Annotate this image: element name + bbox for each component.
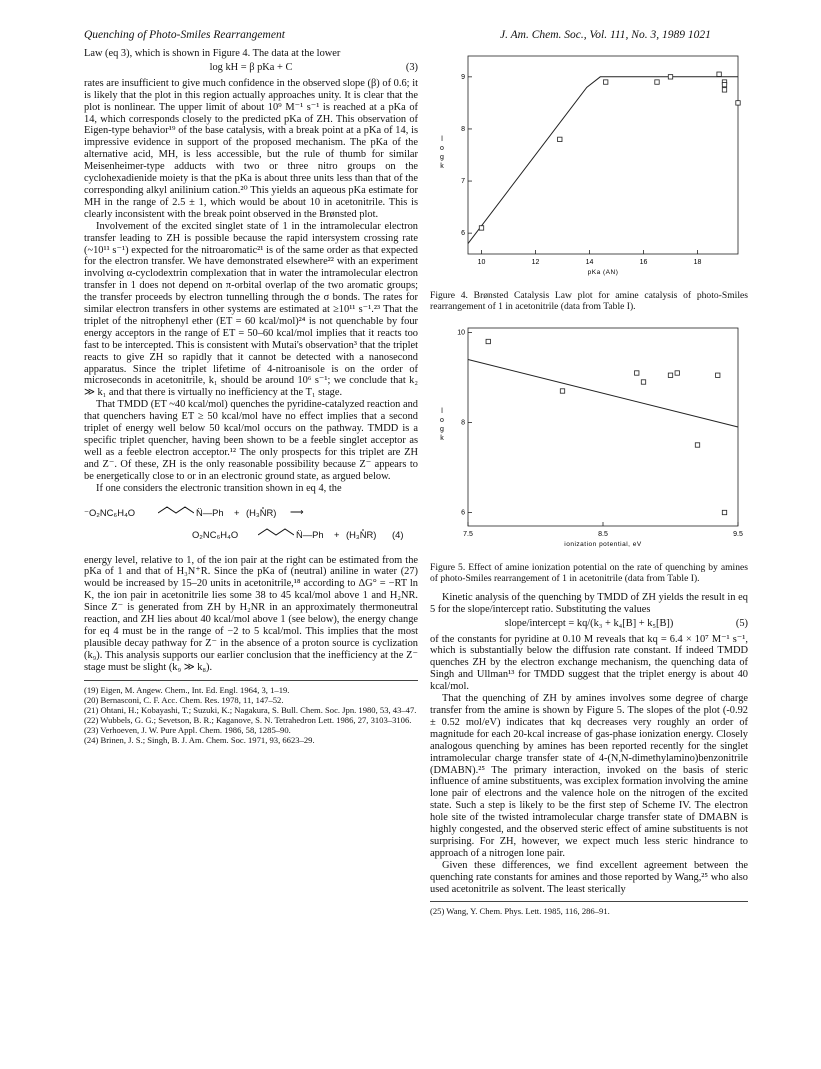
references-left xyxy=(84,680,418,745)
y-axis-label-char: o xyxy=(440,416,444,424)
equation-5 xyxy=(430,618,748,630)
data-point xyxy=(560,389,564,393)
y-tick-label: 6 xyxy=(461,509,465,517)
equation-5-body: slope/intercept = kq/(k₃ + k₄[B] + k₅[B]) xyxy=(504,617,674,629)
x-axis-label: ionization potential, eV xyxy=(564,540,642,548)
scheme-plus-2: + xyxy=(334,528,340,540)
paragraph-constants: of the constants for pyridine at 0.10 M reveals that kq = 6.4 × 10⁷ M⁻¹ s⁻¹, which is substantially below the diffusion rate constant. If indeed TMDD quenches ZH by the electron exchange mechanism, the quenching data of Singh and Ullman¹³ for TMDD suggest that the triplet energy is about 40 kcal/mol. xyxy=(430,633,748,693)
equation-3 xyxy=(84,62,418,74)
y-axis-label-char: l xyxy=(441,407,443,415)
scheme-ion-2: (H₃N̊R) xyxy=(346,528,377,540)
data-point xyxy=(675,371,679,375)
reference-20: (20) Bernasconi, C. F. Acc. Chem. Res. 1978, 11, 147–52. xyxy=(84,694,284,705)
figure-5-caption: Figure 5. Effect of amine ionization potential on the rate of quenching by amines of photo-Smiles rearrangement of 1 in acetonitrile (data from Table I). xyxy=(430,561,748,584)
equation-3-body: log kH = β pKa + C xyxy=(209,61,293,73)
y-axis-label-char: l xyxy=(441,136,443,143)
figure-4-caption: Figure 4. Brønsted Catalysis Law plot for amine catalysis of photo-Smiles rearrangement of 1 in acetonitrile (data from Table I). xyxy=(430,289,748,312)
y-axis-label-char: g xyxy=(440,154,444,161)
y-axis-label-char: o xyxy=(440,145,444,152)
equation-5-number: (5) xyxy=(735,617,748,629)
x-axis-label: pKa (AN) xyxy=(587,269,619,276)
data-point xyxy=(668,75,672,79)
data-point xyxy=(641,380,645,384)
figure-5-chart xyxy=(430,320,748,556)
reference-23: (23) Verhoeven, J. W. Pure Appl. Chem. 1986, 58, 1285–90. xyxy=(84,724,291,735)
data-point xyxy=(722,82,726,86)
reference-25: (25) Wang, Y. Chem. Phys. Lett. 1985, 116, 286–91. xyxy=(430,906,610,917)
figure-4-chart xyxy=(430,48,748,284)
x-tick-label: 8.5 xyxy=(598,530,608,538)
plot-frame xyxy=(468,328,738,526)
paragraph-kinetic: Kinetic analysis of the quenching by TMDD of ZH yields the result in eq 5 for the slope/intercept ratio. Substituting the values xyxy=(430,591,748,615)
x-tick-label: 7.5 xyxy=(463,530,473,538)
y-tick-label: 9 xyxy=(461,73,465,81)
data-point xyxy=(479,226,483,230)
scheme-product: O₂NC₆H₄O xyxy=(192,528,239,540)
journal-citation: J. Am. Chem. Soc., Vol. 111, No. 3, 1989 1021 xyxy=(500,29,711,41)
y-tick-label: 6 xyxy=(461,230,465,238)
data-point xyxy=(558,137,562,141)
plot-frame xyxy=(468,56,738,254)
alkyl-chain-left xyxy=(158,503,194,517)
paragraph-lead: Law (eq 3), which is shown in Figure 4. The data at the lower xyxy=(84,48,341,59)
data-point xyxy=(717,72,721,76)
paragraph-bronsted: rates are insufficient to give much confidence in the observed slope (β) of 0.6; it is likely that the plot in this region actually approaches unity. It is clear that the plot is nonlinear. The upper limit of about 10⁹ M⁻¹ s⁻¹ is reached at a pKa of 14, which corresponds closely to the predicted pKa of ZH. This observation of Eigen-type behavior¹⁹ of the base catalysis, with a break point at a pKa of 14, is impressive evidence in support of the proposed mechanism. The pKa of the alternative acid, MH, is less accessible, but the rule of thumb for similar Meisenheimer-type adducts with two or three nitro groups on the cyclohexadienide moiety is that the pKa is about three units less than that of the corresponding alkyl anilinium cation.²⁰ This yields an aqueous pKa estimate for MH in the range of 2.5 ± 1, which would be about 10 in acetonitrile. This is clearly inconsistent with the break point observed in the Brønsted plot. xyxy=(84,77,418,220)
running-title: Quenching of Photo-Smiles Rearrangement xyxy=(84,29,285,41)
x-tick-label: 16 xyxy=(639,259,648,266)
y-tick-label: 8 xyxy=(461,125,465,133)
left-column xyxy=(84,48,418,745)
reference-22: (22) Wubbels, G. G.; Sevetson, B. R.; Kaganove, S. N. Tetrahedron Lett. 1986, 27, 3103–3106. xyxy=(84,714,412,725)
fit-line xyxy=(468,359,738,427)
y-tick-label: 7 xyxy=(461,178,465,186)
scheme-amine-reactant: N̈—Ph xyxy=(196,506,224,518)
reference-24: (24) Brinen, J. S.; Singh, B. J. Am. Chem. Soc. 1971, 93, 6623–29. xyxy=(84,734,315,745)
paragraph-tmdd: That TMDD (ET ~40 kcal/mol) quenches the pyridine-catalyzed reaction and that quenchers having ET ≥ 50 kcal/mol have no effect implies that a second triplet of energy well below 50 kcal/mol occurs on the pathway. TMDD is a specific triplet quencher, having been shown to be a feeble singlet acceptor as well as a feeble electron acceptor.¹² The only prospects for this triplet are ZH and Z⁻. Of these, ZH is the only reasonable possibility because Z⁻ appears to be energetically close to or in an electronic ground state, as argued below. xyxy=(84,399,418,482)
equation-4-scheme xyxy=(84,501,418,547)
equation-3-number: (3) xyxy=(405,61,418,73)
reference-21: (21) Ohtani, H.; Kobayashi, T.; Suzuki, K.; Nagakura, S. Bull. Chem. Soc. Jpn. 1980, 53, 43–47. xyxy=(84,704,417,715)
scheme-eq-number: (4) xyxy=(392,528,404,540)
paragraph-charge-transfer: That the quenching of ZH by amines involves some degree of charge transfer from the amine is shown by Figure 5. The slopes of the plot (-0.92 ± 0.52 mol/eV) indicates that kq decreases very roughly an order of magnitude for each 20-kcal increase of gas-phase ionization energy. Closely analogous quenching by amines has been reported recently for the singlet intramolecular charge transfer state of 4-(N,N-dimethylamino)benzonitrile (DMABN).²⁵ The primary interaction, invoked on the basis of steric influence of amine substituents, was exciplex formation involving the amine lone pair of electrons and the valence hole on the nitrogen of the excited state. Such a step is likely to be the first step of Scheme IV. The electron hole site of the twisted intramolecular charge transfer state of DMABN is highly congested, and the observed steric effect of amine substituents is not surprising. For ZH, however, we expect much less steric hindrance to approach of a nitrogen lone pair. xyxy=(430,693,748,859)
data-point xyxy=(736,101,740,105)
data-point xyxy=(722,88,726,92)
y-tick-label: 8 xyxy=(461,419,465,427)
data-point xyxy=(635,371,639,375)
right-column xyxy=(430,48,748,916)
fit-line xyxy=(468,77,738,244)
data-point xyxy=(486,339,490,343)
x-tick-label: 10 xyxy=(477,259,486,266)
x-tick-label: 9.5 xyxy=(733,530,743,538)
reference-19: (19) Eigen, M. Angew. Chem., Int. Ed. Engl. 1964, 3, 1–19. xyxy=(84,684,290,695)
scheme-plus-1: + xyxy=(234,506,240,518)
references-right xyxy=(430,901,748,916)
paragraph-energy: energy level, relative to 1, of the ion pair at the right can be estimated from the pKa of 1 and that of H₃N⁺R. Since the pKa of (neutral) aniline in water (27) would be increased by 15–20 units in acetonitrile,¹⁸ according to ΔG° = −RT ln K, the ion pair in acetonitrile lies some 38 to 45 kcal/mol above 1 and H₂NR. Since Z⁻ is generated from ZH by H₂NR in an approximately thermoneutral reaction, and ZH lies about 40 kcal/mol above 1 (see below), the energy change for eq 4 must be in the range of −2 to 5 kcal/mol. This implies that the most plausible decay pathway for Z⁻ in the absence of a proton source is cyclization (k₉). This analysis supports our earlier conclusion that the inefficiency at the Z⁻ stage must be slight (k₉ ≫ k₈). xyxy=(84,554,418,673)
paragraph-agreement: Given these differences, we find excellent agreement between the quenching rate constants for amines and those reported by Wang,²⁵ who also used acetonitrile as solvent. The least sterically xyxy=(430,859,748,895)
y-axis-label-char: k xyxy=(440,163,444,170)
data-point xyxy=(716,373,720,377)
alkyl-chain-right xyxy=(258,525,294,539)
data-point xyxy=(695,443,699,447)
x-tick-label: 12 xyxy=(531,259,540,266)
data-point xyxy=(604,80,608,84)
data-point xyxy=(722,510,726,514)
scheme-ion-1: (H₃N̊R) xyxy=(246,506,277,518)
data-point xyxy=(668,373,672,377)
paragraph-eq4-intro: If one considers the electronic transition shown in eq 4, the xyxy=(96,482,342,494)
y-tick-label: 10 xyxy=(457,329,465,337)
y-axis-label-char: g xyxy=(440,425,444,433)
scheme-reactant: ⁻O₂NC₆H₄O xyxy=(84,506,136,518)
x-tick-label: 18 xyxy=(693,259,702,266)
y-axis-label-char: k xyxy=(440,434,444,442)
data-point xyxy=(655,80,659,84)
scheme-arrow: ⟶ xyxy=(290,505,304,517)
paragraph-singlet: Involvement of the excited singlet state of 1 in the intramolecular electron transfer leading to ZH is possible because the rapid intersystem crossing rate (~10¹¹ s⁻¹) expected for the nitroaromatic²¹ is of the same order as that expected for the electron transfer. We have demonstrated elsewhere²² with an experiment involving α-cyclodextrin complexation that in water the intramolecular electron transfer in 1 does not depend on π-orbital overlap of the two aromatic groups; the transfer proceeds by electron tunnelling through the σ bonds. The rates for similar electron transfers in other systems are estimated at ≥10¹¹ s⁻¹.²³ That the triplet of the nitrophenyl ether (ET = 60 kcal/mol)²⁴ is not quenchable by four energy acceptors in the range of ET = 50–60 kcal/mol implies that it reacts too fast to be intercepted. This is consistent with Mutai's observation³ that the triplet reacts to give ZH so rapidly that it cannot be detected with a nanosecond apparatus. Since the triplet lifetime of 4-nitroanisole is on the order of microseconds in acetonitrile, k₁ should be around 10⁶ s⁻¹; we conclude that k₂ ≫ k₁ and that there is virtually no inefficiency at the T₁ stage. xyxy=(84,220,418,399)
scheme-amine-product: N̈—Ph xyxy=(296,528,324,540)
x-tick-label: 14 xyxy=(585,259,594,266)
